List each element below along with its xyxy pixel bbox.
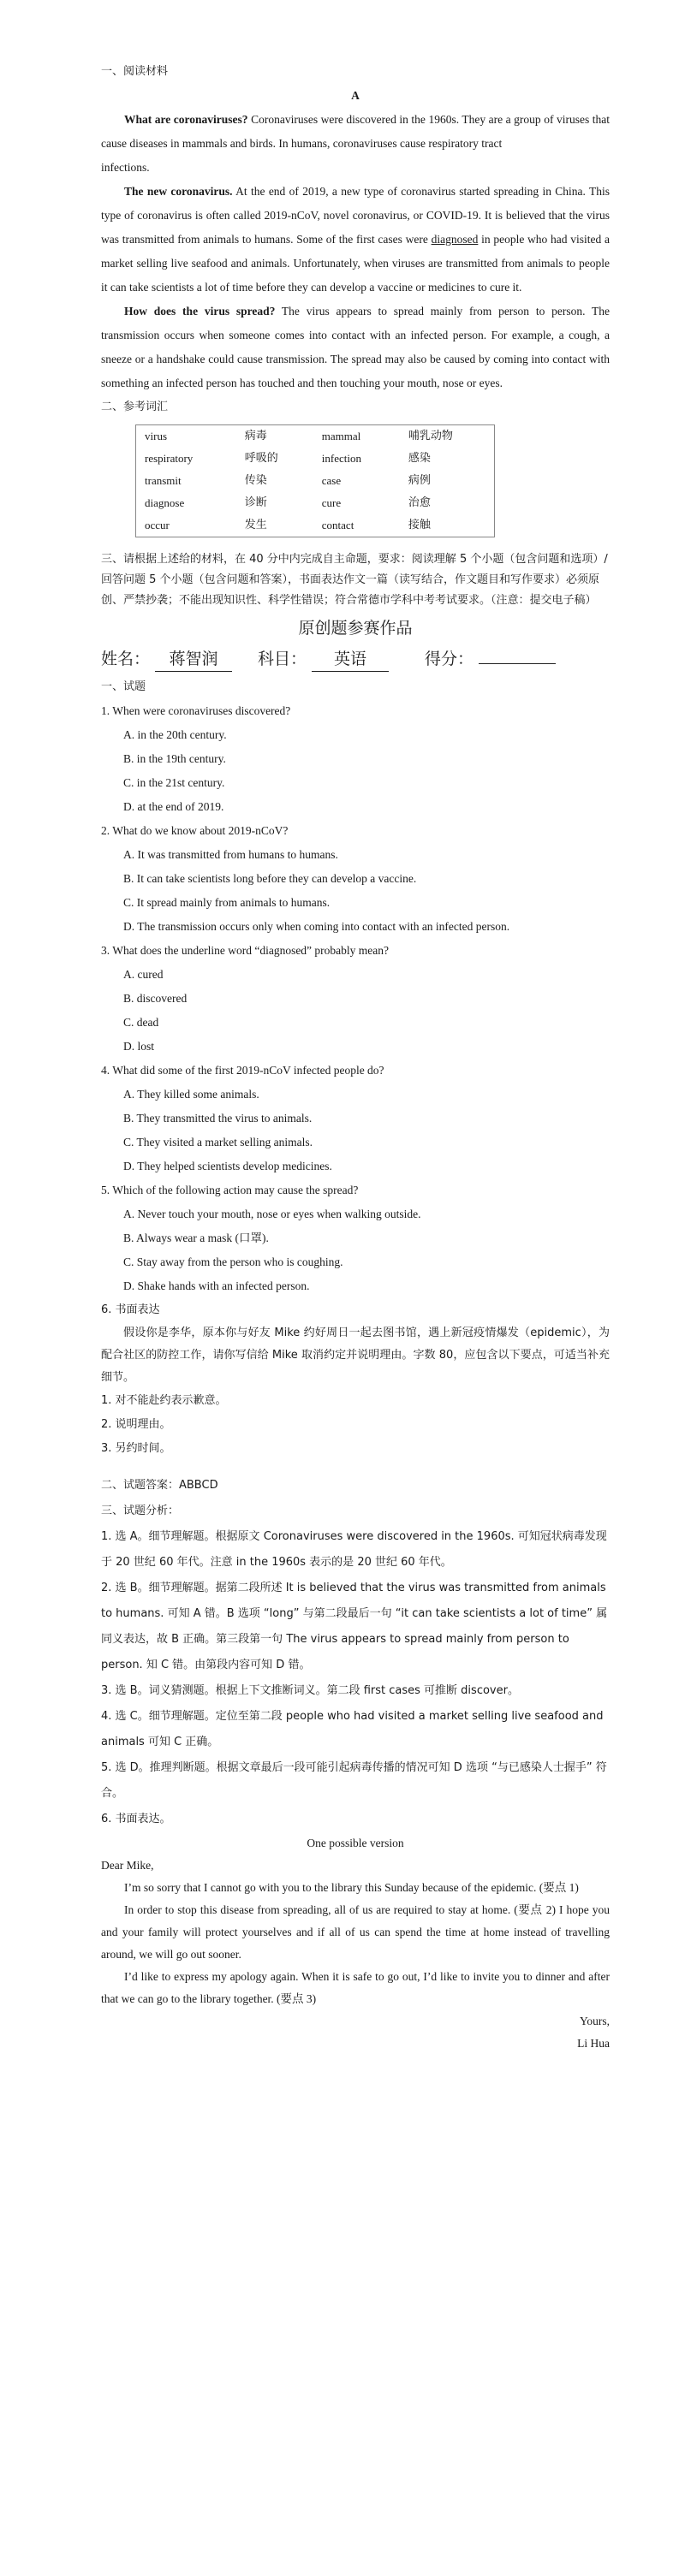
passage-paragraph-2: The new coronavirus. At the end of 2019, a new type of coronavirus started spreading in China. This type of coronavirus is often called 2019-nCoV, novel coronavirus, or COVID-19. It is believed that the virus was transmitted from animals to humans. Some of the first cases were diagnosed in people who had visited a market selling live seafood and animals. Unfortunately, when viruses are transmitted from animals to people it can take scientists a lot of time before they can develop a vaccine or medicines to cure it.: [101, 185, 610, 294]
questions-heading: 一、试题: [101, 680, 146, 693]
question-stem: 3. What does the underline word “diagnosed” probably mean?: [101, 944, 390, 957]
question-option: B. in the 19th century.: [123, 752, 226, 765]
vocab-row: [136, 492, 495, 514]
vocab-meaning: 感染: [408, 452, 431, 465]
work-title: 原创题参赛作品: [298, 619, 413, 638]
vocab-meaning: 传染: [244, 474, 267, 487]
vocab-meaning: 发生: [244, 519, 267, 531]
vocab-row: [136, 448, 495, 470]
question-stem: 2. What do we know about 2019-nCoV?: [101, 824, 289, 837]
vocab-word: virus: [145, 430, 167, 442]
name-value: 蒋智润: [155, 647, 232, 672]
question-option: C. It spread mainly from animals to humans.: [123, 896, 331, 909]
vocab-word: transmit: [145, 474, 182, 487]
vocab-word: occur: [145, 519, 170, 531]
question-option: D. Shake hands with an infected person.: [123, 1279, 310, 1292]
question-option: A. cured: [123, 968, 164, 981]
passage-paragraph-3: How does the virus spread? The virus appears to spread mainly from person to person. The transmission occurs when someone comes into contact with an infected person. For example, a cough, a sneeze or a handshake could cause transmission. The spread may also be caused by coming into contact with something an infected person has touched and then touching your mouth, nose or eyes.: [101, 305, 611, 389]
writing-point-1: 1. 对不能赴约表示歉意。: [101, 1394, 227, 1407]
vocab-word: infection: [321, 452, 361, 465]
passage-paragraph-1-tail: infections.: [101, 161, 150, 174]
vocab-word: case: [321, 474, 342, 487]
letter-signature: Li Hua: [577, 2037, 610, 2050]
question-option: B. They transmitted the virus to animals.: [123, 1112, 313, 1125]
model-letter: [101, 1832, 610, 2055]
score-label: 得分：: [425, 650, 474, 668]
letter-paragraph-3: I’d like to express my apology again. When it is safe to go out, I’d like to invite you to dinner and after that we can go to the library together. (要点 3): [101, 1970, 610, 2005]
subject-label: 科目：: [258, 650, 307, 668]
question-option: A. They killed some animals.: [123, 1088, 259, 1101]
question-option: C. They visited a market selling animals.: [123, 1136, 313, 1149]
vocab-word: cure: [321, 496, 342, 509]
question-stem: 4. What did some of the first 2019-nCoV infected people do?: [101, 1064, 384, 1077]
question-option: A. It was transmitted from humans to humans.: [123, 848, 338, 861]
question-option: B. Always wear a mask (口罩).: [123, 1232, 269, 1244]
analysis-item-3: 3. 选 B。词义猜测题。根据上下文推断词义。第二段 first cases 可推断 discover。: [101, 1684, 519, 1697]
writing-heading: 6. 书面表达: [101, 1303, 160, 1316]
vocab-meaning: 接触: [408, 519, 431, 531]
writing-prompt: 假设你是李华，原本你与好友 Mike 约好周日一起去图书馆，遇上新冠疫情爆发（epidemic），为配合社区的防控工作，请你写信给 Mike 取消约定并说明理由。字数 80，应包含以下要点，可适当补充细节。: [101, 1327, 610, 1384]
letter-greeting: Dear Mike,: [101, 1859, 154, 1872]
question-option: D. They helped scientists develop medicines.: [123, 1160, 332, 1172]
question-option: B. discovered: [123, 992, 188, 1005]
writing-point-2: 2. 说明理由。: [101, 1418, 171, 1431]
name-bar: [101, 647, 610, 672]
vocab-meaning: 哺乳动物: [408, 430, 453, 442]
question-option: D. The transmission occurs only when coming into contact with an infected person.: [123, 920, 510, 933]
passage-letter: A: [351, 89, 360, 102]
vocab-row: [136, 514, 495, 537]
vocab-meaning: 呼吸的: [244, 452, 278, 465]
analysis-item-5: 5. 选 D。推理判断题。根据文章最后一段可能引起病毒传播的情况可知 D 选项 “与已感染人士握手” 符合。: [101, 1761, 607, 1800]
question-option: C. in the 21st century.: [123, 776, 225, 789]
question-option: B. It can take scientists long before they can develop a vaccine.: [123, 872, 417, 885]
name-label: 姓名：: [101, 650, 151, 668]
vocab-word: diagnose: [145, 496, 185, 509]
analysis-item-4: 4. 选 C。细节理解题。定位至第二段 people who had visited a market selling live seafood and animals 可知 C 正确。: [101, 1710, 604, 1748]
vocab-table: [135, 424, 495, 537]
analysis-item-1: 1. 选 A。细节理解题。根据原文 Coronaviruses were discovered in the 1960s. 可知冠状病毒发现于 20 世纪 60 年代。注意 in the 1960s 表示的是 20 世纪 60 年代。: [101, 1530, 607, 1569]
subject-value: 英语: [312, 647, 389, 672]
vocab-word: mammal: [321, 430, 361, 442]
vocab-heading: 二、参考词汇: [101, 401, 169, 413]
vocab-meaning: 诊断: [244, 496, 267, 509]
analysis-heading: 三、试题分析：: [101, 1505, 180, 1517]
vocab-row: [136, 470, 495, 492]
letter-paragraph-1: I’m so sorry that I cannot go with you to the library this Sunday because of the epidemic. (要点 1): [124, 1881, 579, 1894]
writing-point-3: 3. 另约时间。: [101, 1442, 171, 1455]
question-option: C. dead: [123, 1016, 159, 1029]
question-stem: 1. When were coronaviruses discovered?: [101, 704, 291, 717]
vocab-meaning: 治愈: [408, 496, 431, 509]
question-option: D. at the end of 2019.: [123, 800, 224, 813]
passage-paragraph-1: What are coronaviruses? Coronaviruses were discovered in the 1960s. They are a group of viruses that cause diseases in mammals and birds. In humans, coronaviruses cause respiratory tract: [101, 113, 610, 150]
question-option: C. Stay away from the person who is coughing.: [123, 1255, 343, 1268]
vocab-meaning: 病例: [408, 474, 431, 487]
underlined-word: diagnosed: [431, 233, 479, 246]
letter-closing: Yours,: [579, 2015, 610, 2027]
vocab-row: [136, 425, 495, 448]
letter-title: One possible version: [307, 1837, 404, 1849]
question-option: D. lost: [123, 1040, 155, 1053]
vocab-word: contact: [321, 519, 354, 531]
question-option: A. in the 20th century.: [123, 728, 227, 741]
vocab-meaning: 病毒: [244, 430, 267, 442]
reading-heading: 一、阅读材料: [101, 65, 169, 78]
question-option: A. Never touch your mouth, nose or eyes when walking outside.: [123, 1208, 421, 1220]
letter-paragraph-2: In order to stop this disease from spreading, all of us are required to stay at home. (要点 2) I hope you and your family will protect yourselves and if all of us can spend the time at home instead of travelling around, we will go out sooner.: [101, 1903, 610, 1961]
question-stem: 5. Which of the following action may cause the spread?: [101, 1184, 359, 1196]
score-blank: [479, 663, 556, 664]
analysis-item-2: 2. 选 B。细节理解题。据第二段所述 It is believed that the virus was transmitted from animals to humans. 可知 A 错。B 选项 “long” 与第二段最后一句 “it can take scientists a lot of time” 属同义表达，故 B 正确。第三段第一句 The virus appears to spread mainly from person to person. 知 C 错。由第段内容可知 D 错。: [101, 1582, 608, 1671]
question-list: [101, 699, 610, 1298]
document-page: [101, 60, 610, 2055]
vocab-word: respiratory: [145, 452, 194, 465]
answer-key: 二、试题答案：ABBCD: [101, 1479, 218, 1492]
analysis-item-6: 6. 书面表达。: [101, 1813, 171, 1825]
task-instructions: 三、请根据上述给的材料，在 40 分中内完成自主命题，要求：阅读理解 5 个小题（包含问题和选项）/回答问题 5 个小题（包含问题和答案），书面表达作文一篇（读写结合，作文题目和写作要求）必须原创、严禁抄袭；不能出现知识性、科学性错误；符合常德市学科中考考试要求。（注意：提交电子稿）: [101, 553, 608, 607]
